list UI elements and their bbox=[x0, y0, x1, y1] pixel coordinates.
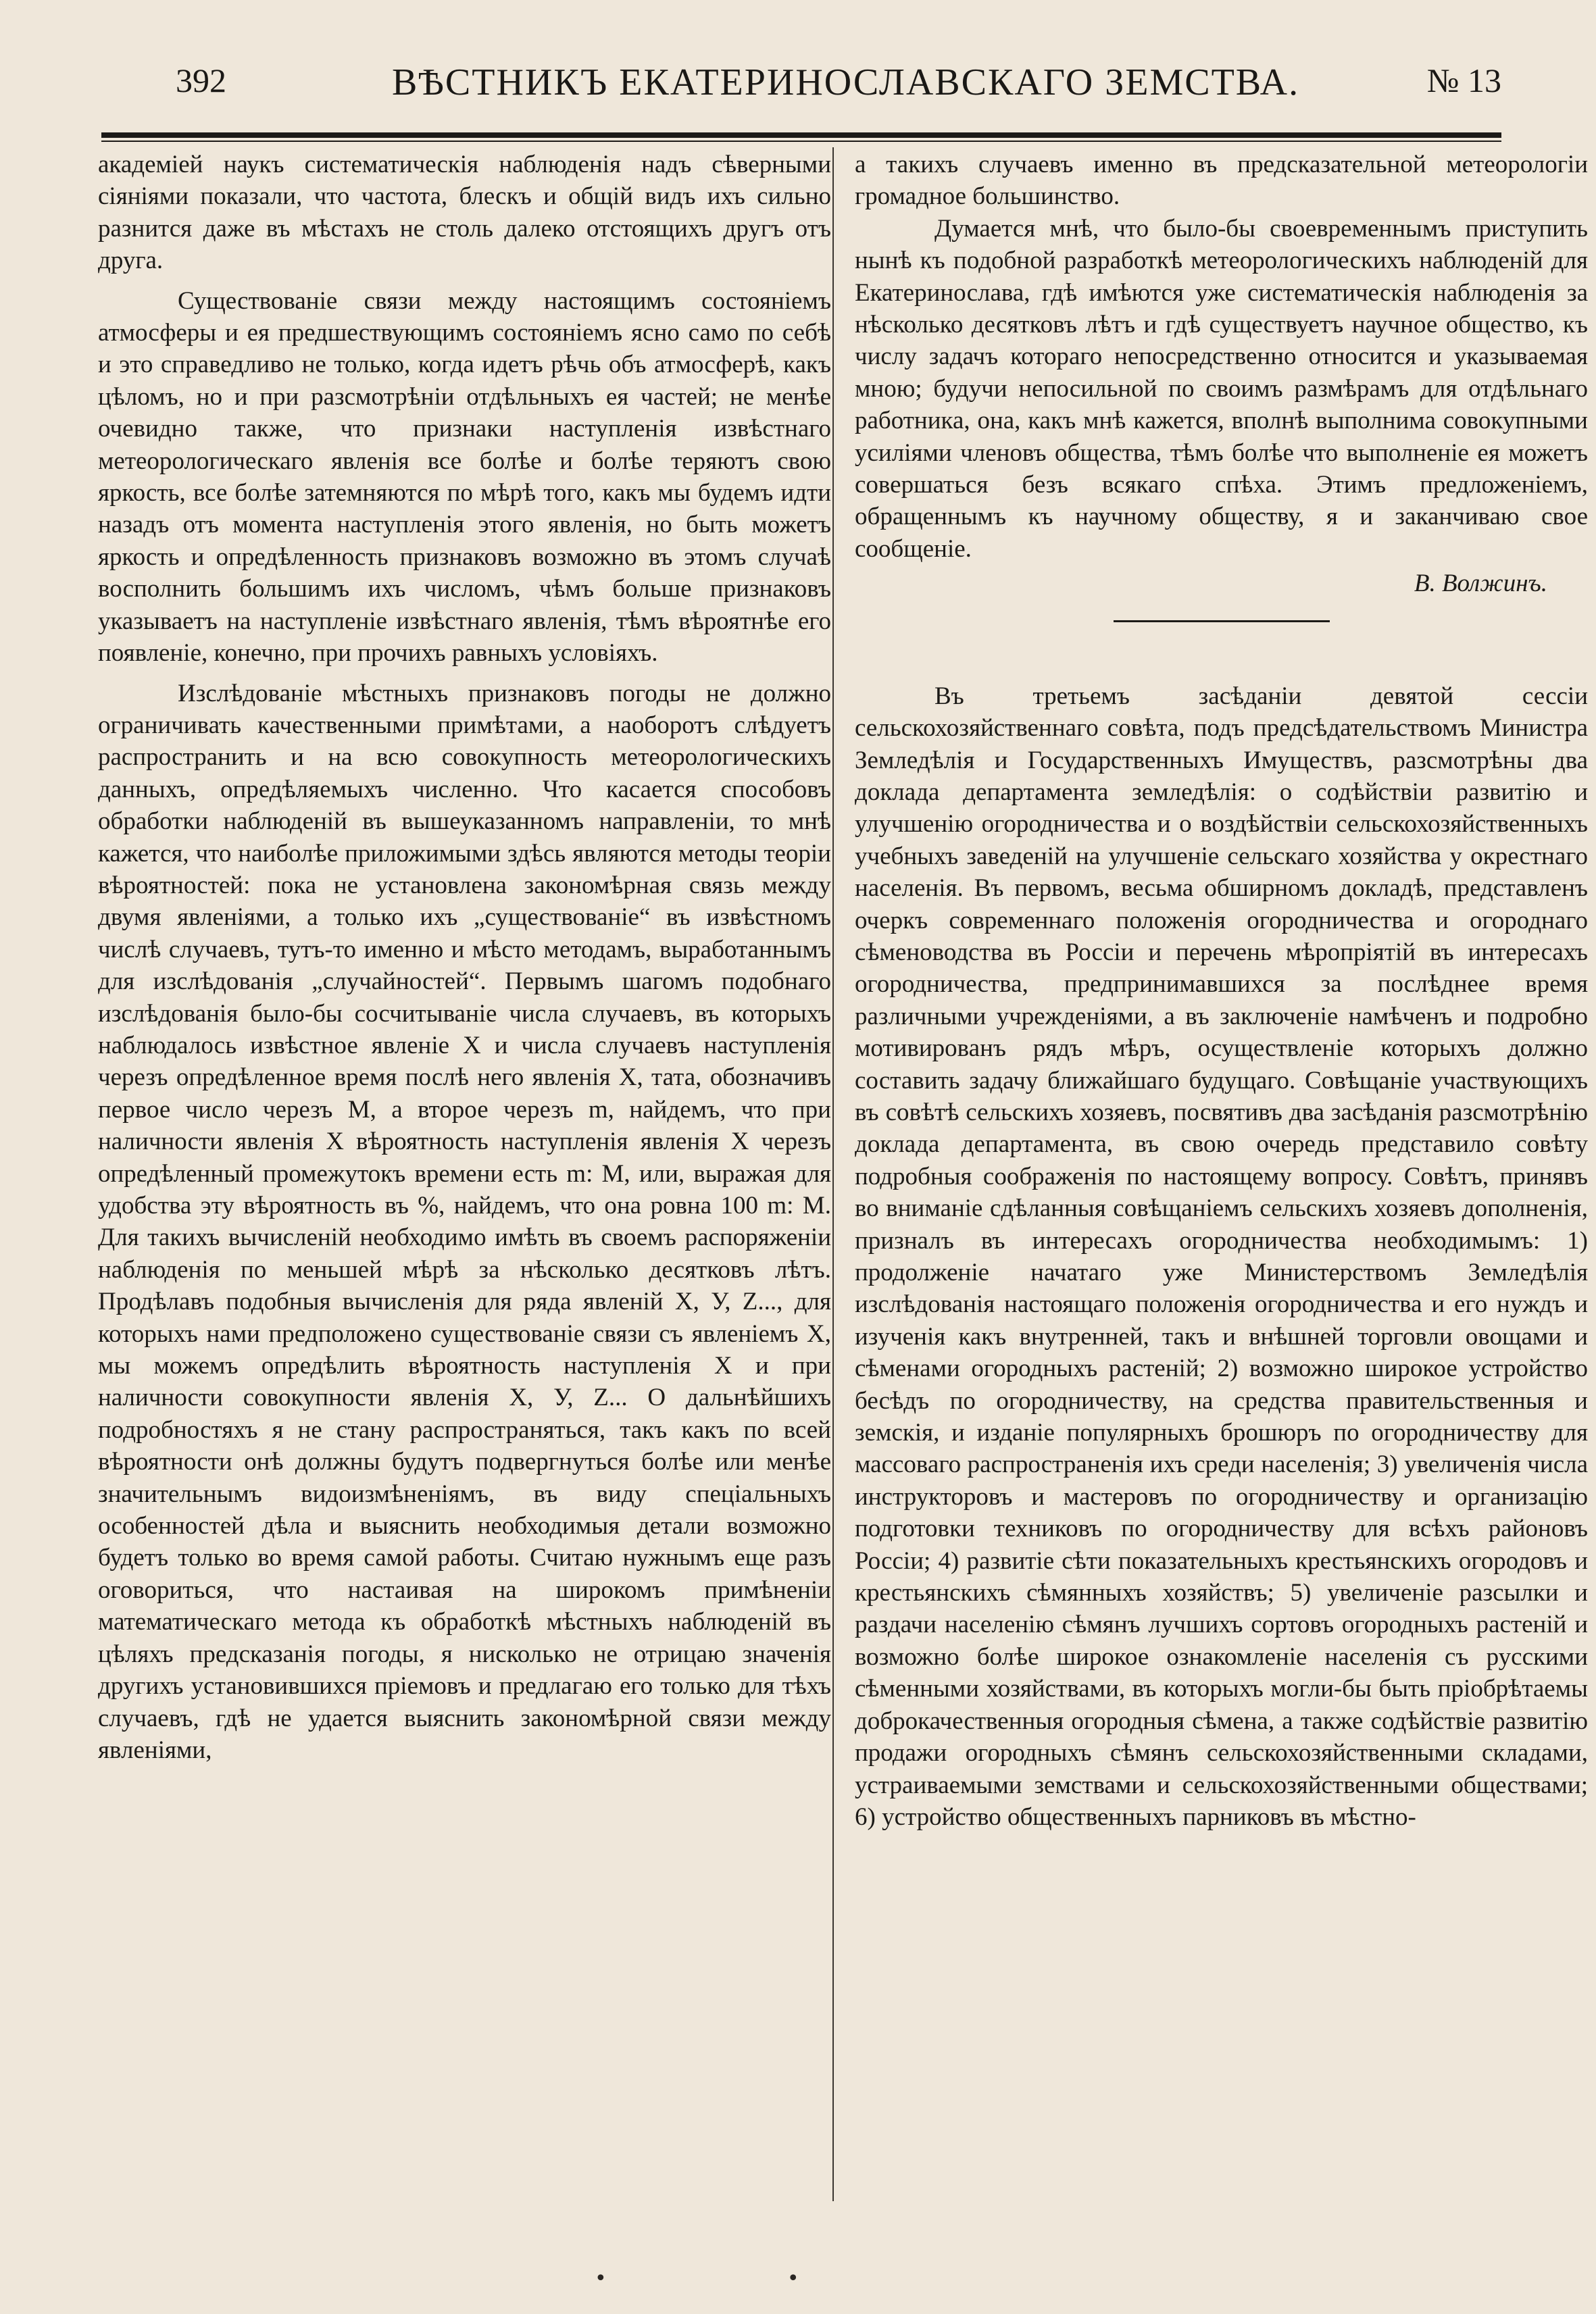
header-rule bbox=[101, 132, 1501, 138]
paragraph: а такихъ случаевъ именно въ предсказательной метеорологiи громадное большинство. bbox=[855, 151, 1588, 211]
page-number: 392 bbox=[176, 61, 226, 99]
issue-number: № 13 bbox=[1426, 61, 1501, 99]
left-column bbox=[98, 149, 831, 1766]
paragraph: академiей наукъ систематическiя наблюденiя надъ сѣверными сiянiями показали, что частота, блескъ и общiй видъ ихъ сильно разнится даже въ мѣстахъ не столь далеко отстоящихъ другъ отъ друга. bbox=[98, 151, 831, 275]
column-divider bbox=[832, 147, 834, 2201]
paragraph: Существованiе связи между настоящимъ состоянiемъ атмосферы и ея предшествующимъ состоянiемъ ясно само по себѣ и это справедливо не только, когда идетъ рѣчь объ атмосферѣ, какъ цѣломъ, но и при разсмотрѣнiи отдѣльныхъ ея частей; не менѣе очевидно также, что признаки наступленiя извѣстнаго метеорологическаго явленiя все болѣе и болѣе теряютъ свою яркость, все болѣе затемняются по мѣрѣ того, какъ мы будемъ идти назадъ отъ момента наступленiя этого явленiя, но быть можетъ яркость и опредѣленность признаковъ возможно въ этомъ случаѣ восполнить большимъ ихъ числомъ, чѣмъ больше признаковъ указываетъ на наступленiе извѣстнаго явленiя, тѣмъ вѣроятнѣе его появленiе, конечно, при прочихъ равныхъ условiяхъ. bbox=[98, 286, 831, 668]
paragraph: Въ третьемъ засѣданiи девятой сессiи сельскохозяйственнаго совѣта, подъ предсѣдательствомъ Министра Земледѣлiя и Государственныхъ Имуществъ, разсмотрѣны два доклада департамента земледѣлiя: о содѣйствiи развитiю и улучшенiю огородничества и о воздѣйствiи сельскохозяйственныхъ учебныхъ заведенiй на улучшенiе сельскаго хозяйства у окрестнаго населенiя. Въ первомъ, весьма обширномъ докладѣ, представленъ очеркъ современнаго положенiя огородничества и огороднаго сѣменоводства въ Россiи и перечень мѣропрiятiй въ интересахъ огородничества, предпринимавшихся за послѣднее время различными учрежденiями, а въ заключенiе намѣченъ и подробно мотивированъ рядъ мѣръ, осуществленiе которыхъ должно составить задачу ближайшаго будущаго. Совѣщанiе участвующихъ въ совѣтѣ сельскихъ хозяевъ, посвятивъ два засѣданiя разсмотрѣнiю доклада департамента, въ свою очередь представило совѣту подробныя соображенiя по настоящему вопросу. Совѣтъ, принявъ во вниманiе сдѣланныя совѣщанiемъ сельскихъ хозяевъ дополненiя, призналъ въ интересахъ огородничества необходимымъ: 1) продолженiе начатаго уже Министерствомъ Земледѣлiя изслѣдованiя настоящаго положенiя огородничества и его нуждъ и изученiя какъ внутренней, такъ и внѣшней торговли овощами и сѣменами огородныхъ растенiй; 2) возможно широкое устройство бесѣдъ по огородничеству, на средства правительственныя и земскiя, и изданiе популярныхъ брошюръ по огородничеству для массоваго распространенiя ихъ среди населенiя; 3) увеличенiя числа инструкторовъ и мастеровъ по огородничеству и организацiю подготовки техниковъ по огородничеству для всѣхъ районовъ Россiи; 4) развитiе сѣти показательныхъ крестьянскихъ огородовъ и крестьянскихъ сѣмянныхъ хозяйствъ; 5) увеличенiе разсылки и раздачи населенiю сѣмянъ лучшихъ сортовъ огородныхъ растенiй и возможно болѣе широкое ознакомленiе населенiя съ русскими сѣменными хозяйствами, въ которыхъ могли-бы быть прiобрѣтаемы доброкачественныя огородныя сѣмена, а также содѣйствiе развитiю продажи огородныхъ сѣмянъ сельскохозяйственными складами, устраиваемыми земствами и сельскохозяйственными обществами; 6) устройство общественныхъ парниковъ въ мѣстно- bbox=[855, 682, 1588, 1831]
footer-dots: • • bbox=[595, 2267, 820, 2290]
right-column bbox=[855, 149, 1588, 1833]
page-header bbox=[101, 54, 1501, 115]
journal-title: ВѢСТНИКЪ ЕКАТЕРИНОСЛАВСКАГО ЗЕМСТВА. bbox=[392, 61, 1300, 103]
paragraph: Думается мнѣ, что было-бы своевременнымъ приступить нынѣ къ подобной разработкѣ метеорологическихъ наблюденiй для Екатеринослава, гдѣ имѣются уже систематическiя наблюденiя за нѣсколько десятковъ лѣтъ и гдѣ существуетъ научное общество, къ числу задачъ котораго непосредственно относится и указываемая мною; будучи непосильной по своимъ размѣрамъ для отдѣльнаго работника, она, какъ мнѣ кажется, вполнѣ выполнима совокупными усилiями членовъ общества, тѣмъ болѣе что выполненiе ея можетъ совершаться безъ всякаго спѣха. Этимъ предложенiемъ, обращеннымъ къ научному обществу, я и заканчиваю свое сообщенiе. bbox=[855, 214, 1588, 563]
author-signature: В. Волжинъ. bbox=[1414, 570, 1547, 598]
paragraph: Изслѣдованiе мѣстныхъ признаковъ погоды не должно ограничивать качественными примѣтами, а наоборотъ слѣдуетъ распространить и на всю совокупность метеорологическихъ данныхъ, опредѣляемыхъ численно. Что касается способовъ обработки наблюденiй въ вышеуказанномъ направленiи, то мнѣ кажется, что наиболѣе приложимыми здѣсь являются методы теорiи вѣроятностей: пока не установлена закономѣрная связь между двумя явленiями, а только ихъ „существованiе“ въ извѣстномъ числѣ случаевъ, тутъ-то именно и мѣсто методамъ, выработаннымъ для изслѣдованiя „случайностей“. Первымъ шагомъ подобнаго изслѣдованiя было-бы сосчитыванiе числа случаевъ, въ которыхъ наблюдалось извѣстное явленiе X и числа случаевъ наступленiя черезъ опредѣленное время послѣ него явленiя X, тата, обозначивъ первое число черезъ M, а второе черезъ m, найдемъ, что при наличности явленiя X вѣроятность наступленiя явленiя X черезъ опредѣленный промежутокъ времени есть m: M, или, выражая для удобства эту вѣроятность въ %, найдемъ, что она ровна 100 m: M. Для такихъ вычисленiй необходимо имѣть въ своемъ распоряженiи наблюденiя по меньшей мѣрѣ за нѣсколько десятковъ лѣтъ. Продѣлавъ подобныя вычисленiя для ряда явленiй X, У, Z..., для которыхъ нами предположено существованiе связи съ явленiемъ X, мы можемъ опредѣлить вѣроятность наступленiя X и при наличности совокупности явленiя X, У, Z... О дальнѣйшихъ подробностяхъ я не стану распространяться, такъ какъ по всей вѣроятности онѣ должны будутъ подвергнуться болѣе или менѣе значительнымъ видоизмѣненiямъ, въ виду спецiальныхъ особенностей дѣла и выяснить необходимыя детали возможно будетъ только во время самой работы. Считаю нужнымъ еще разъ оговориться, что настаивая на широкомъ примѣненiи математическаго метода къ обработкѣ мѣстныхъ наблюденiй въ цѣляхъ предсказанiя погоды, я нисколько не отрицаю значенiя другихъ установившихся прiемовъ и предлагаю его только для тѣхъ случаевъ, гдѣ не удается выяснить закономѣрной связи между явленiями, bbox=[98, 679, 831, 1764]
section-divider bbox=[1114, 620, 1330, 622]
